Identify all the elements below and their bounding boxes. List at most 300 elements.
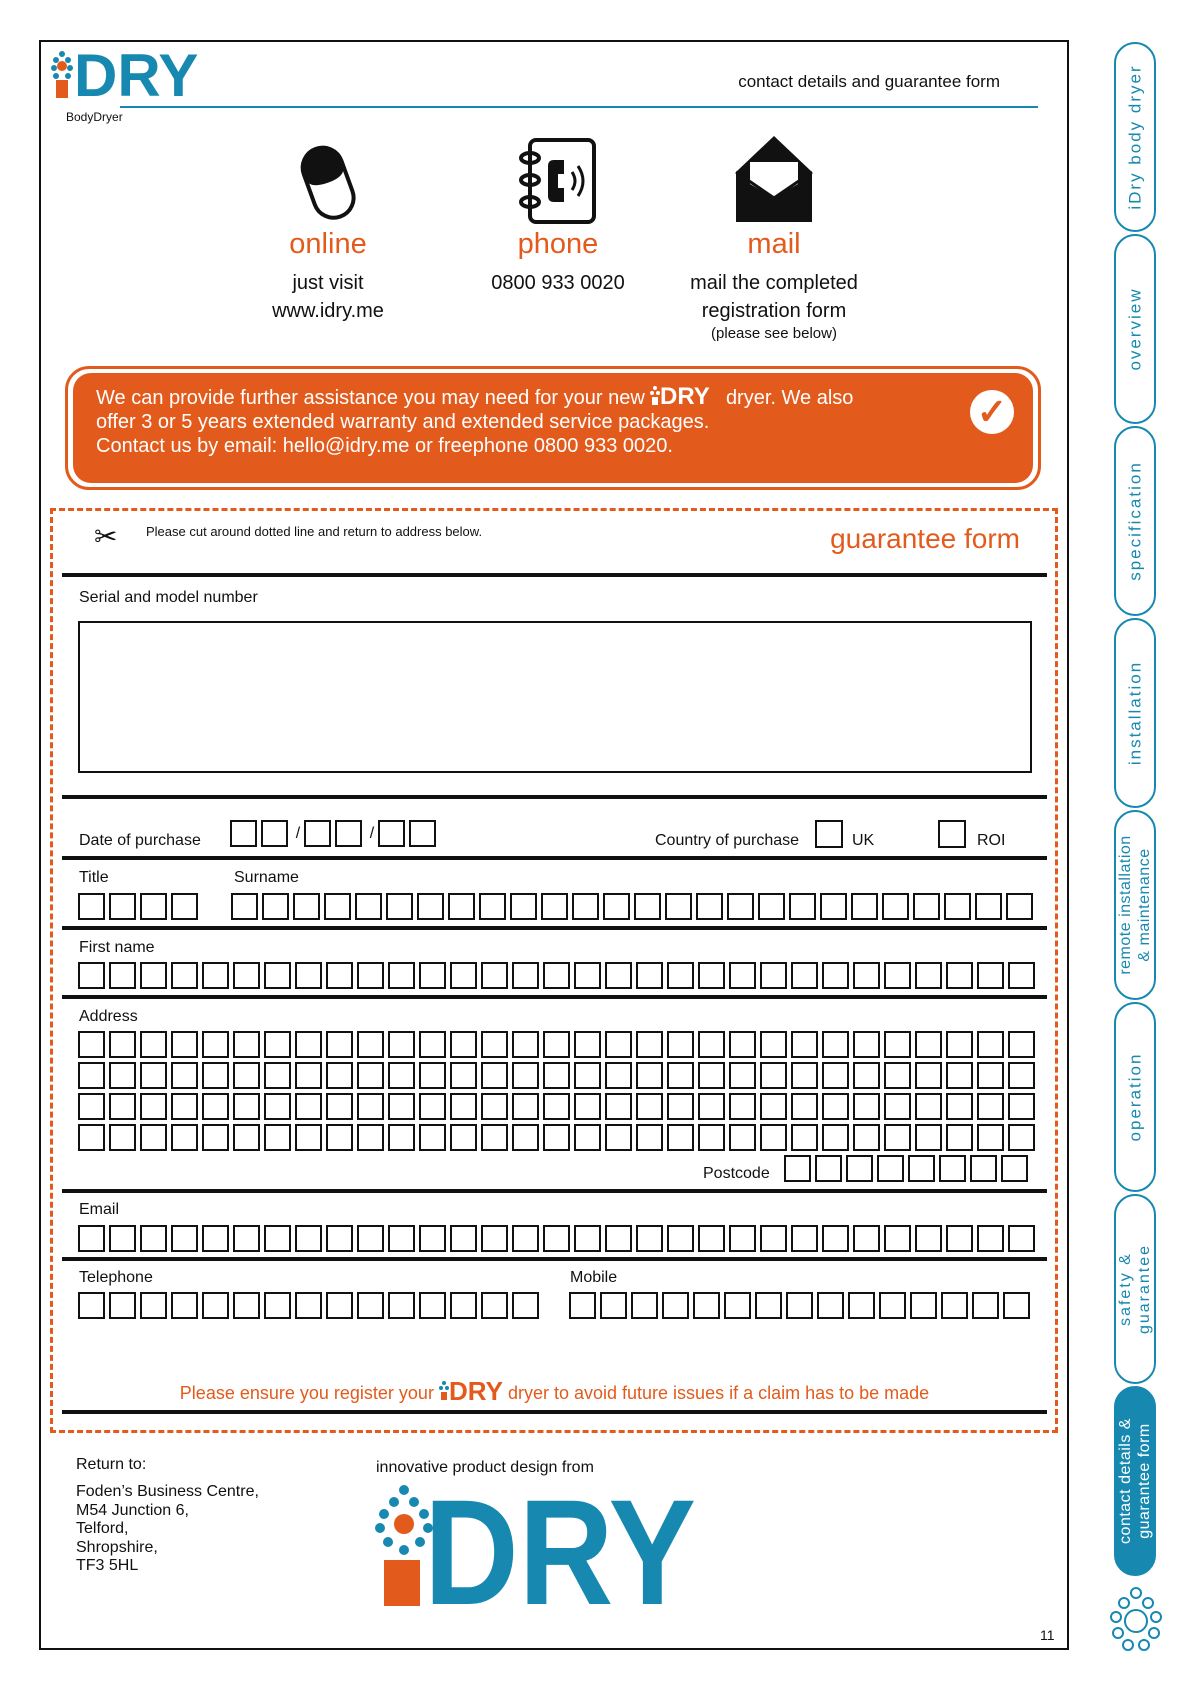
rule (62, 573, 1047, 577)
tab-idry-body-dryer[interactable] (1114, 42, 1156, 232)
letter-cell[interactable] (915, 1062, 942, 1089)
letter-cell[interactable] (698, 1031, 725, 1058)
letter-cell[interactable] (696, 893, 723, 920)
letter-cell[interactable] (822, 1062, 849, 1089)
letter-cell[interactable] (295, 1062, 322, 1089)
letter-cell[interactable] (915, 1124, 942, 1151)
letter-cell[interactable] (667, 1031, 694, 1058)
letter-cell[interactable] (884, 1124, 911, 1151)
letter-cell[interactable] (510, 893, 537, 920)
letter-cell[interactable] (605, 1225, 632, 1252)
letter-cell[interactable] (913, 893, 940, 920)
letter-cell[interactable] (388, 1031, 415, 1058)
letter-cell[interactable] (946, 1093, 973, 1120)
letter-cell[interactable] (264, 1292, 291, 1319)
brand-subtitle: BodyDryer (66, 110, 123, 124)
letter-cell[interactable] (512, 1292, 539, 1319)
letter-cell[interactable] (636, 1225, 663, 1252)
letter-cell[interactable] (662, 1292, 689, 1319)
letter-cell[interactable] (293, 893, 320, 920)
letter-cell[interactable] (512, 1062, 539, 1089)
letter-cell[interactable] (479, 893, 506, 920)
letter-cell[interactable] (233, 1292, 260, 1319)
letter-cell[interactable] (450, 1124, 477, 1151)
letter-cell[interactable] (295, 1225, 322, 1252)
date-cell[interactable] (261, 820, 288, 847)
letter-cell[interactable] (264, 1225, 291, 1252)
letter-cell[interactable] (946, 1062, 973, 1089)
letter-cell[interactable] (233, 1124, 260, 1151)
letter-cell[interactable] (977, 1124, 1004, 1151)
letter-cell[interactable] (1008, 962, 1035, 989)
letter-cell[interactable] (78, 1124, 105, 1151)
serial-input[interactable] (78, 621, 1032, 773)
letter-cell[interactable] (698, 962, 725, 989)
date-cell[interactable] (304, 820, 331, 847)
letter-cell[interactable] (884, 1031, 911, 1058)
letter-cell[interactable] (357, 1031, 384, 1058)
letter-cell[interactable] (357, 1292, 384, 1319)
letter-cell[interactable] (326, 1292, 353, 1319)
letter-cell[interactable] (202, 1225, 229, 1252)
letter-cell[interactable] (977, 1093, 1004, 1120)
letter-cell[interactable] (78, 1062, 105, 1089)
letter-cell[interactable] (791, 1093, 818, 1120)
letter-cell[interactable] (355, 893, 382, 920)
letter-cell[interactable] (574, 1093, 601, 1120)
letter-cell[interactable] (140, 1093, 167, 1120)
letter-cell[interactable] (853, 1124, 880, 1151)
telephone-input[interactable] (78, 1292, 539, 1319)
letter-cell[interactable] (1006, 893, 1033, 920)
letter-cell[interactable] (729, 1093, 756, 1120)
letter-cell[interactable] (481, 1225, 508, 1252)
letter-cell[interactable] (884, 962, 911, 989)
letter-cell[interactable] (884, 1225, 911, 1252)
letter-cell[interactable] (574, 962, 601, 989)
letter-cell[interactable] (877, 1155, 904, 1182)
letter-cell[interactable] (820, 893, 847, 920)
letter-cell[interactable] (295, 962, 322, 989)
letter-cell[interactable] (636, 1124, 663, 1151)
letter-cell[interactable] (853, 1031, 880, 1058)
letter-cell[interactable] (264, 1093, 291, 1120)
letter-cell[interactable] (419, 1093, 446, 1120)
letter-cell[interactable] (729, 1062, 756, 1089)
letter-cell[interactable] (481, 1031, 508, 1058)
letter-cell[interactable] (569, 1292, 596, 1319)
letter-cell[interactable] (140, 1031, 167, 1058)
letter-cell[interactable] (791, 1225, 818, 1252)
letter-cell[interactable] (78, 962, 105, 989)
tab-label: installation (1125, 660, 1145, 766)
letter-cell[interactable] (915, 1031, 942, 1058)
letter-cell[interactable] (815, 1155, 842, 1182)
postcode-input[interactable] (784, 1155, 1028, 1182)
letter-cell[interactable] (233, 962, 260, 989)
letter-cell[interactable] (758, 893, 785, 920)
letter-cell[interactable] (729, 962, 756, 989)
letter-cell[interactable] (388, 1124, 415, 1151)
letter-cell[interactable] (543, 1225, 570, 1252)
letter-cell[interactable] (202, 1292, 229, 1319)
letter-cell[interactable] (667, 1225, 694, 1252)
letter-cell[interactable] (760, 1124, 787, 1151)
tab-specification[interactable] (1114, 426, 1156, 616)
letter-cell[interactable] (915, 962, 942, 989)
letter-cell[interactable] (729, 1031, 756, 1058)
letter-cell[interactable] (109, 1292, 136, 1319)
letter-cell[interactable] (574, 1225, 601, 1252)
contact-online-title: online (289, 228, 367, 260)
letter-cell[interactable] (977, 1225, 1004, 1252)
letter-cell[interactable] (171, 1124, 198, 1151)
letter-cell[interactable] (574, 1062, 601, 1089)
letter-cell[interactable] (171, 1292, 198, 1319)
letter-cell[interactable] (450, 1292, 477, 1319)
letter-cell[interactable] (295, 1093, 322, 1120)
letter-cell[interactable] (884, 1093, 911, 1120)
letter-cell[interactable] (233, 1093, 260, 1120)
letter-cell[interactable] (109, 1093, 136, 1120)
letter-cell[interactable] (171, 1062, 198, 1089)
letter-cell[interactable] (915, 1225, 942, 1252)
letter-cell[interactable] (574, 1124, 601, 1151)
letter-cell[interactable] (760, 1062, 787, 1089)
letter-cell[interactable] (636, 1093, 663, 1120)
letter-cell[interactable] (264, 962, 291, 989)
letter-cell[interactable] (109, 962, 136, 989)
letter-cell[interactable] (171, 1225, 198, 1252)
letter-cell[interactable] (908, 1155, 935, 1182)
letter-cell[interactable] (822, 962, 849, 989)
letter-cell[interactable] (231, 893, 258, 920)
address-input-line[interactable] (78, 1062, 1035, 1089)
letter-cell[interactable] (946, 962, 973, 989)
letter-cell[interactable] (636, 1062, 663, 1089)
letter-cell[interactable] (357, 962, 384, 989)
letter-cell[interactable] (600, 1292, 627, 1319)
letter-cell[interactable] (419, 1124, 446, 1151)
contact-online-url[interactable]: www.idry.me (272, 300, 384, 322)
letter-cell[interactable] (977, 1062, 1004, 1089)
letter-cell[interactable] (727, 893, 754, 920)
date-cell[interactable] (230, 820, 257, 847)
letter-cell[interactable] (417, 893, 444, 920)
letter-cell[interactable] (233, 1062, 260, 1089)
letter-cell[interactable] (388, 1093, 415, 1120)
letter-cell[interactable] (481, 1292, 508, 1319)
letter-cell[interactable] (848, 1292, 875, 1319)
letter-cell[interactable] (636, 1031, 663, 1058)
letter-cell[interactable] (326, 1124, 353, 1151)
letter-cell[interactable] (388, 1292, 415, 1319)
country-roi-label: ROI (977, 832, 1006, 849)
letter-cell[interactable] (946, 1225, 973, 1252)
letter-cell[interactable] (946, 1124, 973, 1151)
letter-cell[interactable] (755, 1292, 782, 1319)
letter-cell[interactable] (450, 1225, 477, 1252)
letter-cell[interactable] (202, 1031, 229, 1058)
letter-cell[interactable] (853, 1093, 880, 1120)
letter-cell[interactable] (357, 1093, 384, 1120)
letter-cell[interactable] (388, 1062, 415, 1089)
letter-cell[interactable] (1008, 1093, 1035, 1120)
letter-cell[interactable] (140, 1292, 167, 1319)
address-line: Telford, (76, 1520, 129, 1537)
letter-cell[interactable] (1008, 1225, 1035, 1252)
surname-input[interactable] (231, 893, 1033, 920)
letter-cell[interactable] (140, 1225, 167, 1252)
letter-cell[interactable] (450, 1062, 477, 1089)
letter-cell[interactable] (791, 962, 818, 989)
letter-cell[interactable] (109, 1225, 136, 1252)
letter-cell[interactable] (879, 1292, 906, 1319)
letter-cell[interactable] (264, 1031, 291, 1058)
letter-cell[interactable] (605, 1031, 632, 1058)
letter-cell[interactable] (324, 893, 351, 920)
letter-cell[interactable] (667, 962, 694, 989)
letter-cell[interactable] (295, 1031, 322, 1058)
letter-cell[interactable] (357, 1124, 384, 1151)
letter-cell[interactable] (977, 962, 1004, 989)
letter-cell[interactable] (605, 1062, 632, 1089)
letter-cell[interactable] (140, 1124, 167, 1151)
letter-cell[interactable] (574, 1031, 601, 1058)
header-rule (120, 106, 1038, 108)
date-input[interactable] (230, 820, 436, 847)
letter-cell[interactable] (853, 962, 880, 989)
letter-cell[interactable] (791, 1031, 818, 1058)
country-uk-checkbox[interactable] (815, 820, 843, 848)
letter-cell[interactable] (202, 1062, 229, 1089)
letter-cell[interactable] (543, 1124, 570, 1151)
letter-cell[interactable] (109, 1062, 136, 1089)
title-input[interactable] (78, 893, 198, 920)
tab-operation[interactable] (1114, 1002, 1156, 1192)
letter-cell[interactable] (264, 1062, 291, 1089)
letter-cell[interactable] (698, 1124, 725, 1151)
letter-cell[interactable] (605, 1124, 632, 1151)
letter-cell[interactable] (357, 1225, 384, 1252)
letter-cell[interactable] (78, 1292, 105, 1319)
letter-cell[interactable] (822, 1093, 849, 1120)
address-input-line[interactable] (78, 1031, 1035, 1058)
letter-cell[interactable] (724, 1292, 751, 1319)
letter-cell[interactable] (631, 1292, 658, 1319)
letter-cell[interactable] (784, 1155, 811, 1182)
tab-remote-installation[interactable] (1114, 810, 1156, 1000)
letter-cell[interactable] (326, 1062, 353, 1089)
letter-cell[interactable] (543, 1031, 570, 1058)
letter-cell[interactable] (419, 1225, 446, 1252)
tab-safety-guarantee[interactable] (1114, 1194, 1156, 1384)
letter-cell[interactable] (512, 962, 539, 989)
telephone-label: Telephone (79, 1269, 153, 1286)
letter-cell[interactable] (357, 1062, 384, 1089)
letter-cell[interactable] (729, 1225, 756, 1252)
letter-cell[interactable] (419, 1292, 446, 1319)
letter-cell[interactable] (1008, 1031, 1035, 1058)
letter-cell[interactable] (109, 893, 136, 920)
letter-cell[interactable] (326, 1093, 353, 1120)
letter-cell[interactable] (481, 962, 508, 989)
letter-cell[interactable] (822, 1225, 849, 1252)
contact-phone-number[interactable]: 0800 933 0020 (491, 272, 625, 294)
letter-cell[interactable] (326, 1031, 353, 1058)
address-line: Shropshire, (76, 1538, 158, 1556)
letter-cell[interactable] (605, 962, 632, 989)
letter-cell[interactable] (78, 1031, 105, 1058)
email-input[interactable] (78, 1225, 1035, 1252)
letter-cell[interactable] (512, 1225, 539, 1252)
letter-cell[interactable] (667, 1093, 694, 1120)
letter-cell[interactable] (760, 1031, 787, 1058)
letter-cell[interactable] (171, 893, 198, 920)
letter-cell[interactable] (264, 1124, 291, 1151)
letter-cell[interactable] (109, 1124, 136, 1151)
letter-cell[interactable] (634, 893, 661, 920)
letter-cell[interactable] (543, 1093, 570, 1120)
letter-cell[interactable] (636, 962, 663, 989)
letter-cell[interactable] (326, 1225, 353, 1252)
tab-overview[interactable] (1114, 234, 1156, 424)
letter-cell[interactable] (975, 893, 1002, 920)
letter-cell[interactable] (1003, 1292, 1030, 1319)
letter-cell[interactable] (786, 1292, 813, 1319)
letter-cell[interactable] (481, 1124, 508, 1151)
letter-cell[interactable] (78, 1093, 105, 1120)
letter-cell[interactable] (419, 1062, 446, 1089)
letter-cell[interactable] (603, 893, 630, 920)
letter-cell[interactable] (851, 893, 878, 920)
letter-cell[interactable] (853, 1062, 880, 1089)
letter-cell[interactable] (791, 1124, 818, 1151)
letter-cell[interactable] (386, 893, 413, 920)
letter-cell[interactable] (171, 962, 198, 989)
letter-cell[interactable] (667, 1062, 694, 1089)
tab-installation[interactable] (1114, 618, 1156, 808)
letter-cell[interactable] (481, 1093, 508, 1120)
email-label: Email (79, 1201, 120, 1218)
letter-cell[interactable] (846, 1155, 873, 1182)
letter-cell[interactable] (450, 1031, 477, 1058)
letter-cell[interactable] (543, 1062, 570, 1089)
letter-cell[interactable] (202, 1124, 229, 1151)
letter-cell[interactable] (543, 962, 570, 989)
letter-cell[interactable] (970, 1155, 997, 1182)
tab-contact-guarantee[interactable] (1114, 1386, 1156, 1576)
letter-cell[interactable] (295, 1292, 322, 1319)
letter-cell[interactable] (448, 893, 475, 920)
letter-cell[interactable] (419, 962, 446, 989)
letter-cell[interactable] (698, 1062, 725, 1089)
letter-cell[interactable] (233, 1031, 260, 1058)
letter-cell[interactable] (202, 962, 229, 989)
letter-cell[interactable] (1001, 1155, 1028, 1182)
letter-cell[interactable] (693, 1292, 720, 1319)
letter-cell[interactable] (882, 893, 909, 920)
letter-cell[interactable] (140, 893, 167, 920)
letter-cell[interactable] (140, 962, 167, 989)
letter-cell[interactable] (541, 893, 568, 920)
rule (62, 995, 1047, 999)
letter-cell[interactable] (450, 1093, 477, 1120)
letter-cell[interactable] (667, 1124, 694, 1151)
letter-cell[interactable] (665, 893, 692, 920)
letter-cell[interactable] (262, 893, 289, 920)
letter-cell[interactable] (941, 1292, 968, 1319)
first-name-input[interactable] (78, 962, 1035, 989)
letter-cell[interactable] (419, 1031, 446, 1058)
letter-cell[interactable] (817, 1292, 844, 1319)
letter-cell[interactable] (171, 1093, 198, 1120)
date-cell[interactable] (378, 820, 405, 847)
date-cell[interactable] (409, 820, 436, 847)
tab-label: operation (1125, 1052, 1145, 1142)
letter-cell[interactable] (698, 1093, 725, 1120)
letter-cell[interactable] (760, 1093, 787, 1120)
letter-cell[interactable] (977, 1031, 1004, 1058)
letter-cell[interactable] (450, 962, 477, 989)
title-label: Title (79, 869, 109, 886)
address-input-line[interactable] (78, 1093, 1035, 1120)
country-roi-checkbox[interactable] (938, 820, 966, 848)
letter-cell[interactable] (910, 1292, 937, 1319)
letter-cell[interactable] (972, 1292, 999, 1319)
letter-cell[interactable] (171, 1031, 198, 1058)
letter-cell[interactable] (388, 962, 415, 989)
letter-cell[interactable] (729, 1124, 756, 1151)
letter-cell[interactable] (326, 962, 353, 989)
letter-cell[interactable] (789, 893, 816, 920)
letter-cell[interactable] (822, 1031, 849, 1058)
letter-cell[interactable] (1008, 1124, 1035, 1151)
letter-cell[interactable] (295, 1124, 322, 1151)
mobile-input[interactable] (569, 1292, 1030, 1319)
letter-cell[interactable] (512, 1124, 539, 1151)
letter-cell[interactable] (388, 1225, 415, 1252)
letter-cell[interactable] (140, 1062, 167, 1089)
date-cell[interactable] (335, 820, 362, 847)
letter-cell[interactable] (481, 1062, 508, 1089)
letter-cell[interactable] (512, 1031, 539, 1058)
letter-cell[interactable] (202, 1093, 229, 1120)
letter-cell[interactable] (853, 1225, 880, 1252)
letter-cell[interactable] (939, 1155, 966, 1182)
address-line: TF3 5HL (76, 1557, 139, 1574)
letter-cell[interactable] (1008, 1062, 1035, 1089)
letter-cell[interactable] (605, 1093, 632, 1120)
letter-cell[interactable] (946, 1031, 973, 1058)
letter-cell[interactable] (78, 893, 105, 920)
letter-cell[interactable] (915, 1093, 942, 1120)
check-icon: ✓ (970, 390, 1014, 434)
letter-cell[interactable] (822, 1124, 849, 1151)
letter-cell[interactable] (760, 1225, 787, 1252)
letter-cell[interactable] (572, 893, 599, 920)
letter-cell[interactable] (233, 1225, 260, 1252)
letter-cell[interactable] (791, 1062, 818, 1089)
letter-cell[interactable] (760, 962, 787, 989)
letter-cell[interactable] (698, 1225, 725, 1252)
letter-cell[interactable] (944, 893, 971, 920)
letter-cell[interactable] (78, 1225, 105, 1252)
letter-cell[interactable] (884, 1062, 911, 1089)
letter-cell[interactable] (109, 1031, 136, 1058)
address-input-line[interactable] (78, 1124, 1035, 1151)
letter-cell[interactable] (512, 1093, 539, 1120)
